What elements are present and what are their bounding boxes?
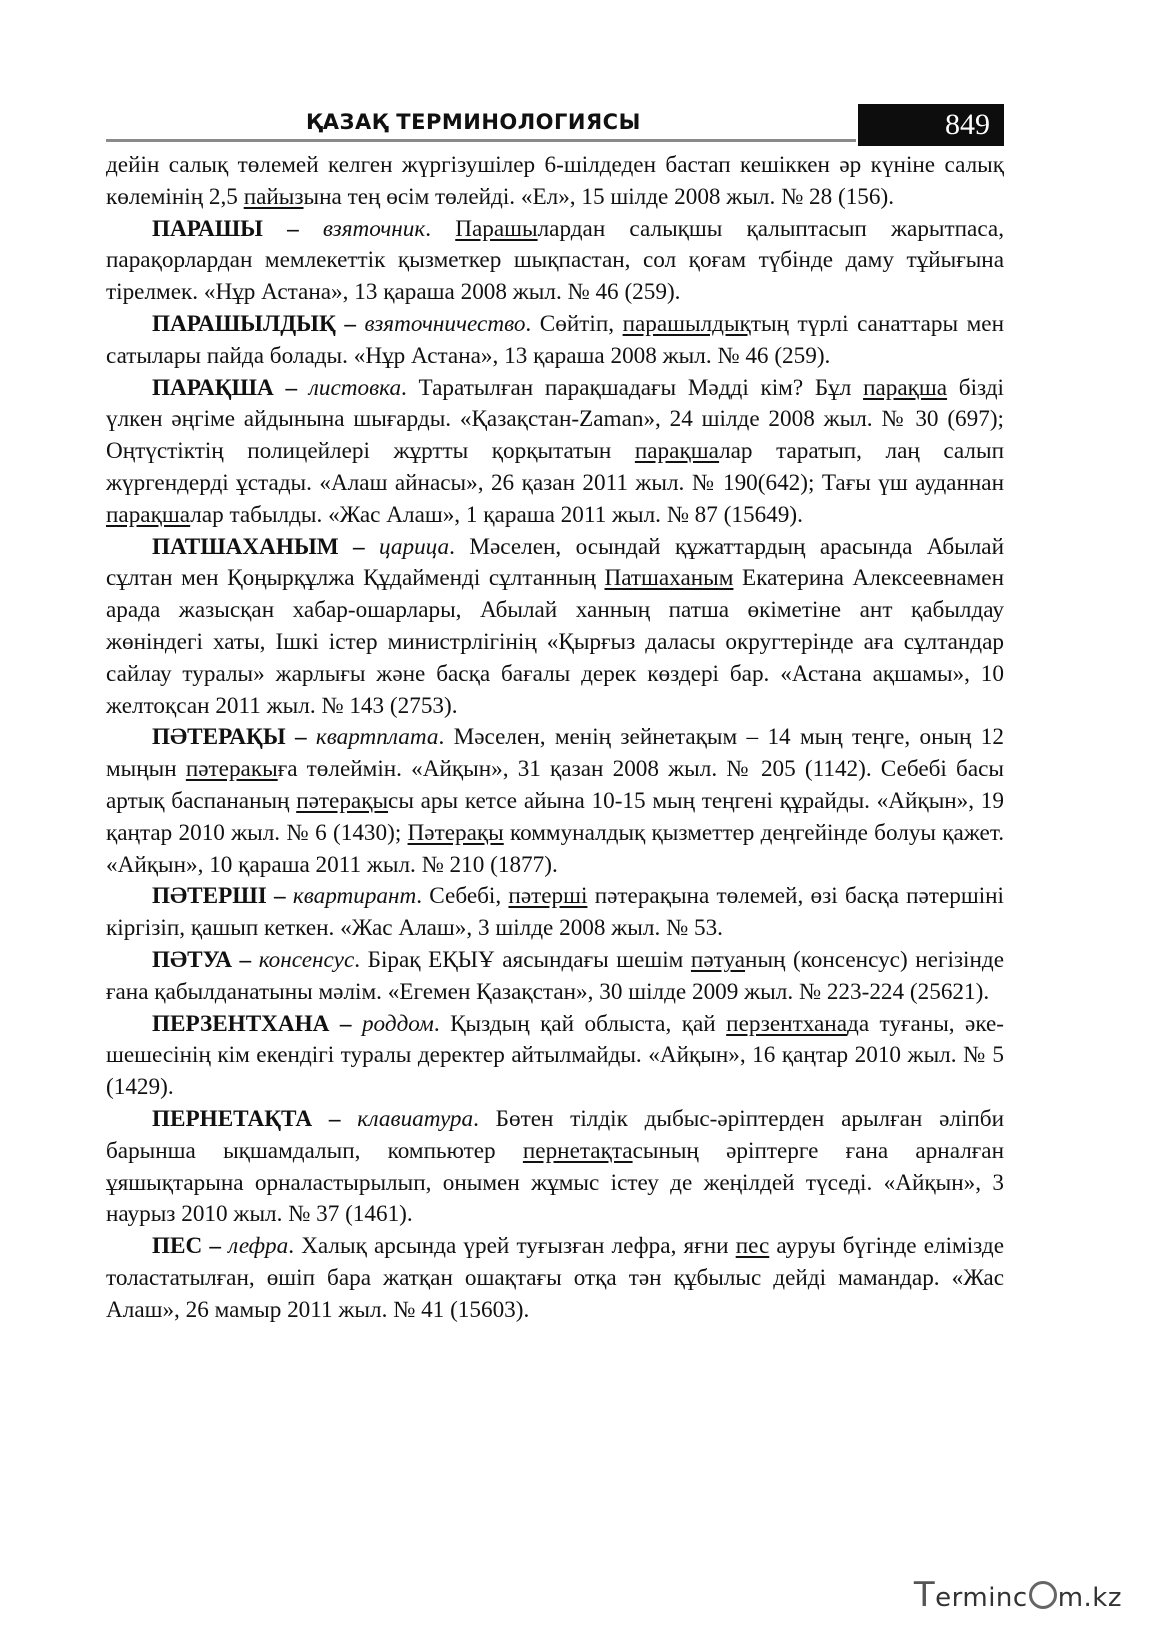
text-run: ауруы бүгінде елімізде толастатылған, өшіп бара жатқан ошақтағы отқа тән құбылыс дейді мамандар. «Жас Алаш», 26 мамыр 2011 жыл. № 41 (15603). [106, 1233, 1005, 1323]
dictionary-entry [106, 1231, 1004, 1326]
underlined-word: пәтерші [508, 883, 588, 910]
text-run: . Бірақ ЕҚЫҰ аясындағы шешім [354, 946, 691, 973]
text-run: тың түрлі санаттары мен сатылары пайда болады. «Нұр Астана», 13 қараша 2008 жыл. № 46 (259). [106, 310, 1005, 369]
dictionary-entry [106, 532, 1004, 723]
page-header [106, 104, 1004, 146]
text-run: да туғаны, әке-шешесінің кім екендігі туралы деректер айтылмайды. «Айқын», 16 қаңтар 2010 жыл. № 5 (1429). [106, 1010, 1005, 1101]
entry-dash: – [231, 946, 259, 973]
russian-equivalent: лефра [228, 1233, 289, 1260]
entry-dash: – [202, 1233, 229, 1260]
page-number-box [858, 104, 1004, 146]
dictionary-entry [106, 881, 1004, 945]
entry-dash: – [338, 533, 380, 560]
running-title: ҚАЗАҚ ТЕРМИНОЛОГИЯСЫ [306, 110, 641, 134]
entry-dash: – [262, 215, 323, 242]
dictionary-entry [106, 1104, 1004, 1231]
entry-term: ПЕС [152, 1233, 203, 1260]
russian-equivalent: консенсус [258, 946, 355, 973]
text-run: лар таратып, лаң салып жүргендерді ұстады. «Алаш айнасы», 26 қазан 2011 жыл. № 190(642); Тағы үш ауданнан [106, 438, 1004, 496]
entry-dash: – [335, 310, 365, 337]
russian-equivalent: взяточничество [364, 310, 526, 337]
underlined-word: Патшаханым [604, 565, 734, 592]
text-run: коммуналдық қызметтер деңгейінде болуы қажет. «Айқын», 10 қараша 2011 жыл. № 210 (1877). [106, 819, 1005, 878]
header-rule [106, 139, 856, 142]
text-run: ның (консенсус) негізінде ғана қабылданатыны мәлім. «Егемен Қазақстан», 30 шілде 2009 жыл. № 223-224 (25621). [106, 946, 1004, 1005]
entry-term: ПӘТЕРАҚЫ [152, 724, 286, 751]
entry-term: ПАРАШЫЛДЫҚ [152, 310, 336, 337]
underlined-word: пәтуа [690, 946, 746, 973]
entry-dash: – [285, 724, 316, 751]
dictionary-entry [106, 722, 1004, 881]
text-run: сы ары кетсе айына 10-15 мың теңгені құрайды. «Айқын», 19 қаңтар 2010 жыл. № 6 (1430); [106, 787, 1004, 846]
text-run: Екатерина Алексеевнамен арада жазысқан хабар-ошарлары, Абылай ханның патша өкіметіне ант қабылдау жөніндегі хаты, Ішкі істер министрлігінің «Қырғыз даласы округтерінде аға сұлтандар сайлау туралы» жарлығы және басқа бағалы дерек көздері бар. «Астана ақшамы», 10 желтоқсан 2011 жыл. № 143 (2753). [106, 565, 1005, 719]
russian-equivalent: квартплата [315, 724, 439, 751]
text-run: бізді үлкен әңгіме айдынына шығарды. «Қазақстан-Zaman», 24 шілде 2008 жыл. № 30 (697); Оңтүстіктің полицейлері жұртты қорқытатын [106, 374, 1004, 465]
text-run: ға төлеймін. «Айқын», 31 қазан 2008 жыл. № 205 (1142). Себебі басы артық баспананың [106, 756, 1004, 814]
russian-equivalent: клавиатура [357, 1105, 474, 1132]
entry-term: ПАРАҚША [152, 374, 274, 401]
underlined-word: парашылдық [622, 310, 751, 337]
dictionary-body [106, 150, 1004, 1326]
underlined-word: пәтерақы [296, 787, 389, 814]
entry-dash: – [266, 883, 293, 910]
termincom-logo [914, 1575, 1122, 1615]
dictionary-entry [106, 214, 1004, 309]
text-run: лардан салықшы қалыптасып жарытпаса, парақорлардан мемлекеттік қызметкер шықпастан, сол қоғам түбінде даму тұйығына тірелмек. «Нұр Астана», 13 қараша 2008 жыл. № 46 (259). [106, 215, 1004, 306]
text-run: пәтерақына төлемей, өзі басқа пәтершіні кіргізіп, қашып кеткен. «Жас Алаш», 3 шілде 2008 жыл. № 53. [106, 883, 1004, 942]
russian-equivalent: царица [379, 533, 450, 560]
continuation-paragraph [106, 150, 1004, 214]
text-run: . Халық арсында үрей туғызған лефра, яғни [288, 1233, 736, 1260]
text-run: . Таратылған парақшадағы Мәдді кім? Бұл [401, 374, 864, 401]
underlined-word: пес [735, 1233, 770, 1260]
entry-term: ПӘТУА [152, 946, 232, 973]
underlined-word: парақша [106, 501, 191, 528]
entry-dash: – [329, 1010, 362, 1037]
underlined-word: пәтеракы [185, 756, 278, 783]
russian-equivalent: квартирант [292, 883, 417, 910]
logo-circle-icon [1029, 1581, 1057, 1609]
text-run: сының әріптерге ғана арналған ұяшықтарына орналастырылып, онымен жұмыс істеу де жеңілдей түседі. «Айқын», 3 наурыз 2010 жыл. № 37 (1461). [106, 1137, 1004, 1228]
dictionary-entry [106, 373, 1004, 532]
logo-text: m.kz [1057, 1583, 1122, 1613]
russian-equivalent: листовка [308, 374, 402, 401]
entry-term: ПЕРНЕТАҚТА [152, 1105, 313, 1132]
text-run: ына тең өсім төлейді. «Ел», 15 шілде 2008 жыл. № 28 (156). [303, 183, 895, 210]
underlined-word: парақша [863, 374, 948, 401]
dictionary-entry [106, 945, 1004, 1009]
text-run: . [425, 215, 456, 242]
text-run: . Бөтен тілдік дыбыс-әріптерден арылған әліпби барынша ықшамдалып, компьютер [106, 1105, 1005, 1164]
text-run: . Сөйтіп, [525, 310, 623, 337]
logo-initial: T [913, 1575, 936, 1615]
entry-dash: – [312, 1105, 358, 1132]
logo-text: erminc [935, 1583, 1028, 1613]
underlined-word: перзентхана [726, 1010, 848, 1037]
underlined-word: Парашы [455, 215, 538, 242]
text-run: дейін салық төлемей келген жүргізушілер 6-шілдеден бастап кешіккен әр күніне салық көлемінің 2,5 [106, 152, 1004, 210]
underlined-word: пернетақта [522, 1137, 633, 1164]
text-run: . Себебі, [416, 883, 509, 910]
text-run: лар табылды. «Жас Алаш», 1 қараша 2011 жыл. № 87 (15649). [190, 501, 803, 528]
text-run: . Мәселен, осындай құжаттардың арасында Абылай сұлтан мен Қоңырқұлжа Құдайменді сұлтанның [106, 533, 1005, 592]
page-number: 849 [945, 108, 990, 141]
russian-equivalent: роддом [361, 1010, 434, 1037]
russian-equivalent: взяточник [322, 215, 426, 242]
entry-term: ПЕРЗЕНТХАНА [152, 1010, 330, 1037]
entry-term: ПАРАШЫ [152, 215, 263, 242]
dictionary-entry [106, 309, 1004, 373]
entry-term: ПӘТЕРШІ [152, 883, 267, 910]
text-run: . Қыздың қай облыста, қай [433, 1010, 727, 1037]
entry-term: ПАТШАХАНЫМ [152, 533, 339, 560]
underlined-word: Пәтерақы [407, 819, 504, 846]
underlined-word: парақша [634, 438, 720, 465]
entry-dash: – [273, 374, 309, 401]
underlined-word: пайыз [243, 183, 304, 210]
dictionary-entry [106, 1009, 1004, 1104]
text-run: . Мәселен, менің зейнетақым – 14 мың теңге, оның 12 мыңын [106, 724, 1004, 783]
